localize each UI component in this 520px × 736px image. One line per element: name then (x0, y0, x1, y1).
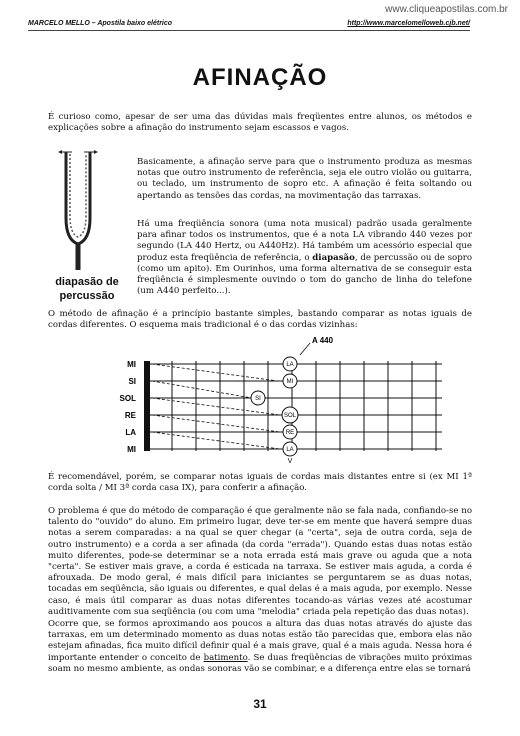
note-label-sol: SOL (283, 413, 297, 419)
note-label-mi: MI (286, 379, 294, 385)
beat-paragraph: Ocorre que, se formos aproximando aos poucos a altura das duas notas através do ajuste das tarraxas, em um determinado momento as duas notas estão tão parecidas que, embora elas não estejam afinadas, fica muito difícil definir qual é a mais grave, qual é a mais aguda. Nessa hora é importante entender o conceito de batimento. Se duas freqüências de vibrações muito próximas soam no mesmo ambiente, as ondas sonoras vão se combinar, e a diferença entre elas se tornará (48, 619, 472, 674)
string-label-la: LA (125, 428, 136, 437)
string-label-sol: SOL (119, 394, 136, 403)
header-author: MARCELO MELLO – Apostila baixo elétrico (28, 20, 173, 27)
a440-label: A 440 (312, 336, 334, 345)
method-paragraph: O método de afinação é a princípio bastante simples, bastando comparar as notas iguais de cordas diferentes. O esquema mais tradicional é o das cordas vizinhas: (48, 309, 472, 331)
recommendation-paragraph: É recomendável, porém, se comparar notas iguais de cordas mais distantes entre si (ex MI 1ª corda solta / MI 3ª corda casa IX), para conferir a afinação. (48, 472, 472, 494)
note-label-re: RE (285, 430, 295, 436)
note-label-la-top: LA (286, 362, 294, 368)
header-url[interactable]: http://www.marcelomelloweb.cjb.net/ (347, 20, 470, 27)
basics-paragraph: Basicamente, a afinação serve para que o instrumento produza as mesmas notas que outro instrumento de referência, seja ele outro violão ou guitarra, ou teclado, um instrumento de sopro etc. A afinação é feita soltando ou apertando as tensões das cordas, na movimentação das tarraxas. (137, 157, 472, 201)
tuning-fork-illustration (56, 148, 100, 272)
fret-marker: V (287, 458, 293, 465)
diapasao-term: diapasão (312, 252, 355, 263)
comparison-arrows (152, 364, 280, 449)
string-label-mi-low: MI (127, 445, 136, 454)
watermark: www.cliqueapostilas.com.br (385, 4, 508, 15)
fork-caption: diapasão de percussão (55, 276, 119, 302)
nut (144, 361, 150, 451)
problem-paragraph: O problema é que do método de comparação é que geralmente não se fala nada, confiando-se no talento do "ouvido" do aluno. Em primeiro lugar, deve ter-se em mente que haverá sempre duas notas a serem comparadas: a na qual se quer chegar (a "certa", seja de outra corda, seja de outro instrumento) e a corda a ser afinada (da corda "errada"). Quando estas duas notas estão muito diferentes, pode-se determinar se a nota errada está mais grave ou aguda que a nota "certa". Se estiver mais grave, a corda é esticada na tarraxa. Se estiver mais aguda, a corda é afrouxada. De modo geral, é mais difícil para iniciantes se perguntarem se as duas notas, tocadas em seqüência, são iguais ou diferentes, e qual delas é a mais aguda, por exemplo. Nesse caso, é mais útil comparar as duas notas diferentes tocando-as várias vezes até acostumar auditivamente com sua seqüência (ou com uma "melodia" criada pela repetição das duas notas). (48, 506, 472, 617)
header-rule (28, 30, 470, 31)
batimento-term: batimento (203, 652, 248, 663)
page-number: 31 (253, 697, 267, 711)
string-label-mi-high: MI (127, 360, 136, 369)
note-label-la-bottom: LA (286, 447, 294, 453)
tuning-diagram (110, 333, 450, 465)
string-label-re: RE (124, 411, 136, 420)
intro-paragraph: É curioso como, apesar de ser uma das dúvidas mais freqüentes entre alunos, os métodos e explicações sobre a afinação do instrumento sejam escassos e vagos. (48, 112, 472, 134)
reference-paragraph: Há uma freqüência sonora (uma nota musical) padrão usada geralmente para afinar todos os instrumentos, que é a nota LA vibrando 440 vezes por segundo (LA 440 Hertz, ou A440Hz). Há também um acessório especial que produz esta freqüência de referência, o diapasão, de percussão ou de sopro (como um apito). Em Ourinhos, uma forma alternativa de se conseguir esta freqüência é simplesmente ouvindo o tom do gancho de linha do telefone (um A440 perfeito...). (137, 219, 472, 297)
note-label-si: SI (255, 396, 261, 402)
page-title: AFINAÇÃO (192, 64, 328, 91)
string-label-si: SI (128, 377, 136, 386)
